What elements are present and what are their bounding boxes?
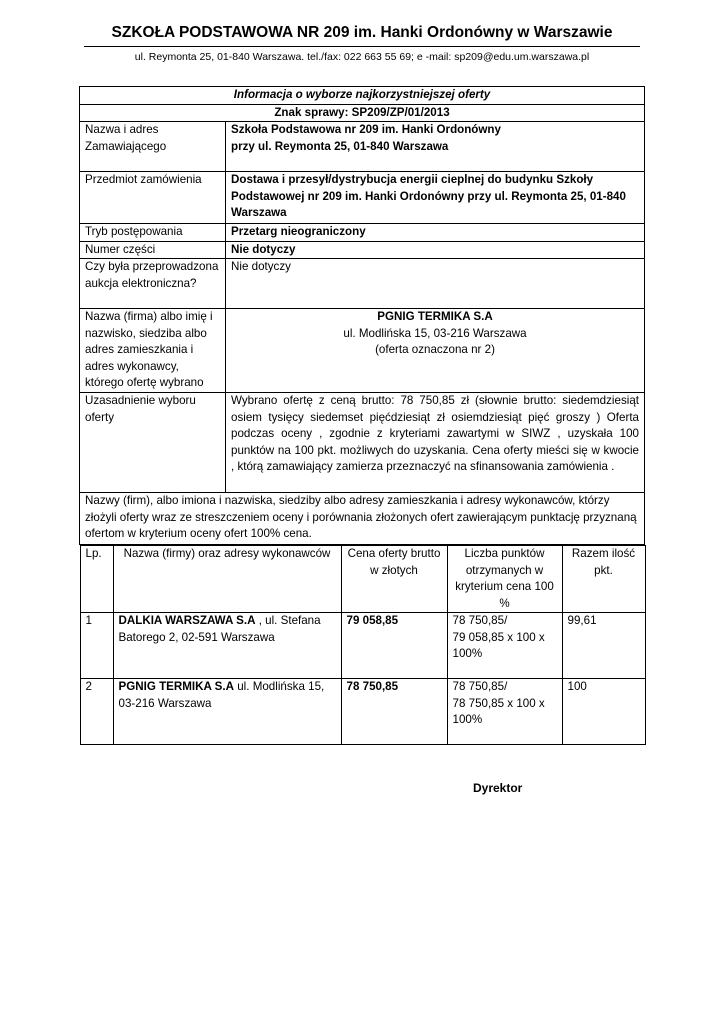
offer-address: ul. Modlińska 15, 03-216 Warszawa [118, 680, 325, 710]
case-number: Znak sprawy: SP209/ZP/01/2013 [80, 104, 645, 122]
part-number-value: Nie dotyczy [226, 241, 645, 259]
offer-info-table [79, 86, 645, 745]
offers-table-cell [80, 545, 645, 746]
school-name-heading: SZKOŁA PODSTAWOWA NR 209 im. Hanki Ordonówny w Warszawie [111, 24, 613, 41]
offer-total: 99,61 [562, 613, 645, 679]
procedure-value: Przetarg nieograniczony [226, 224, 645, 242]
offer-company: PGNIG TERMIKA S.A [118, 680, 235, 693]
col-header-lp: Lp. [80, 546, 113, 613]
procedure-label: Tryb postępowania [80, 224, 226, 242]
offers-intro: Nazwy (firm), albo imiona i nazwiska, siedziby albo adresy zamieszkania i adresy wykonawców, którzy złożyli oferty wraz ze streszczeniem oceny i porównania złożonych ofert zawierającym punktację przyznaną ofertom w kryterium oceny ofert 100% cena. [80, 493, 645, 545]
offer-points-line-2: 78 750,85 x 100 x 100% [452, 696, 545, 726]
col-header-name: Nazwa (firmy) oraz adresy wykonawców [113, 546, 341, 613]
part-number-label: Numer części [80, 241, 226, 259]
contracting-authority-value [226, 122, 645, 172]
subject-label: Przedmiot zamówienia [80, 172, 226, 224]
offer-total: 100 [562, 679, 645, 745]
offer-points-line-1: 78 750,85/ [452, 614, 508, 627]
signature-director: Dyrektor [473, 781, 523, 795]
contracting-authority-name: Szkoła Podstawowa nr 209 im. Hanki Ordonówny [231, 123, 501, 136]
subject-value: Dostawa i przesył/dystrybucja energii cieplnej do budynku Szkoły Podstawowej nr 209 im. Hanki Ordonówny przy ul. Reymonta 25, 01-840 Warszawa [226, 172, 645, 224]
document-title: Informacja o wyborze najkorzystniejszej oferty [80, 87, 645, 105]
col-header-total: Razem ilość pkt. [562, 546, 645, 613]
selected-contractor-name: PGNIG TERMIKA S.A [377, 310, 493, 323]
offer-points-line-1: 78 750,85/ [452, 680, 508, 693]
selected-contractor-value [226, 309, 645, 393]
header-divider [84, 46, 640, 47]
auction-value: Nie dotyczy [226, 259, 645, 309]
table-row [80, 613, 645, 679]
offer-price: 78 750,85 [341, 679, 447, 745]
offer-name [113, 613, 341, 679]
col-header-points: Liczba punktów otrzymanych w kryterium cena 100 % [447, 546, 562, 613]
offer-lp: 1 [80, 613, 113, 679]
offer-address: , ul. Stefana Batorego 2, 02-591 Warszawa [118, 614, 321, 644]
offer-price: 79 058,85 [341, 613, 447, 679]
offer-points [447, 613, 562, 679]
offer-company: DALKIA WARSZAWA S.A [118, 614, 256, 627]
offers-table [80, 545, 646, 745]
selected-contractor-note: (oferta oznaczona nr 2) [375, 343, 495, 356]
offer-points-line-2: 79 058,85 x 100 x 100% [452, 630, 545, 660]
selected-contractor-address: ul. Modlińska 15, 03-216 Warszawa [343, 326, 527, 340]
offer-points [447, 679, 562, 745]
offer-name [113, 679, 341, 745]
justification-label: Uzasadnienie wyboru oferty [80, 393, 226, 493]
school-contact-line: ul. Reymonta 25, 01-840 Warszawa. tel./fax: 022 663 55 69; e -mail: sp209@edu.um.warszawa.pl [134, 51, 590, 63]
table-row [80, 679, 645, 745]
auction-label: Czy była przeprowadzona aukcja elektroniczna? [80, 259, 226, 309]
offer-lp: 2 [80, 679, 113, 745]
contracting-authority-label: Nazwa i adres Zamawiającego [80, 122, 226, 172]
justification-value: Wybrano ofertę z ceną brutto: 78 750,85 zł (słownie brutto: siedemdziesiąt osiem tysięcy siedemset pięćdziesiąt zł osiemdziesiąt pięć groszy ) Oferta podczas oceny , zgodnie z kryteriami zawartymi w SIWZ , uzyskała 100 punktów na 100 pkt. możliwych do uzyskania. Cena oferty mieści się w kwocie , którą zamawiający zamierza przeznaczyć na sfinansowania zamówienia . [226, 393, 645, 493]
selected-contractor-label: Nazwa (firma) albo imię i nazwisko, siedziba albo adres zamieszkania i adres wykonawcy, którego ofertę wybrano [80, 309, 226, 393]
col-header-price: Cena oferty brutto w złotych [341, 546, 447, 613]
contracting-authority-address: przy ul. Reymonta 25, 01-840 Warszawa [231, 139, 449, 153]
